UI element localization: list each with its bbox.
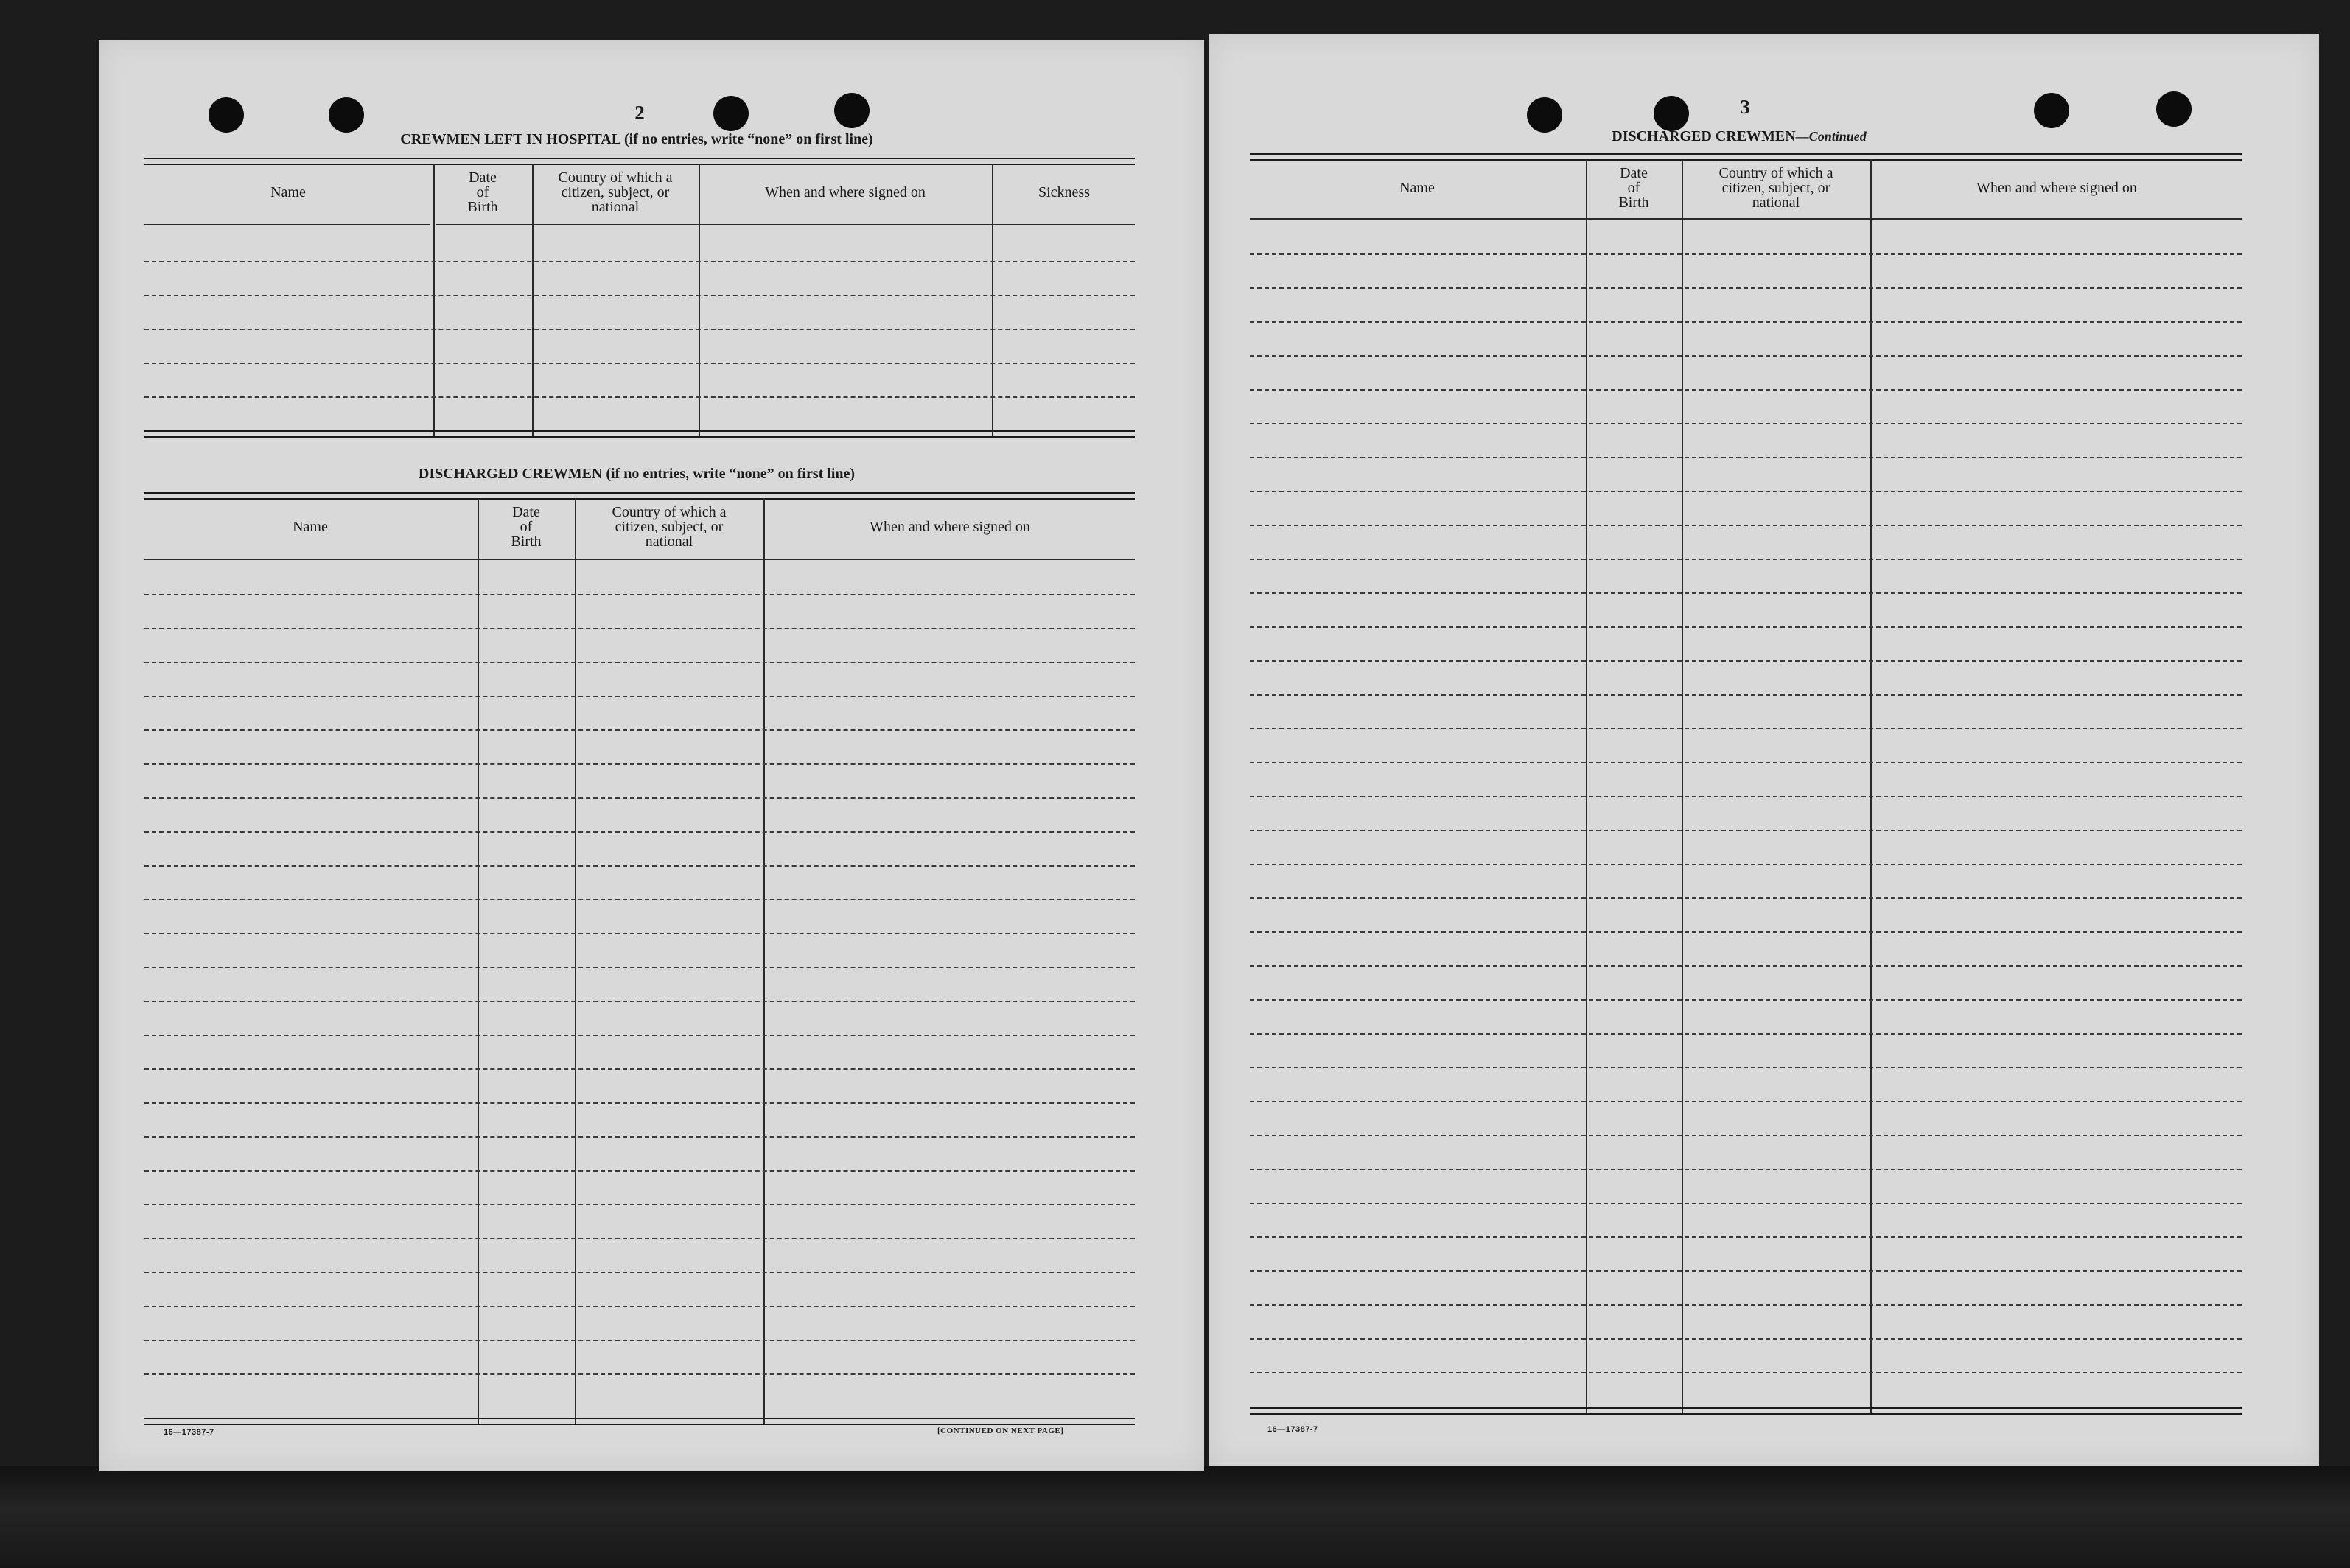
table-row (144, 696, 1135, 697)
table-bottom-rule (144, 430, 1135, 438)
table-row (144, 594, 1135, 595)
table-row (1250, 796, 2242, 797)
table-row (1250, 965, 2242, 967)
table-row (1250, 1101, 2242, 1102)
punch-hole (1527, 97, 1562, 133)
column-divider (992, 164, 993, 436)
table-row (144, 1035, 1135, 1036)
hospital-section-title (143, 131, 1130, 148)
table-row (1250, 491, 2242, 492)
table-row (144, 933, 1135, 934)
discharged-section-title (143, 466, 1130, 483)
page-number: 2 (634, 102, 645, 124)
table-row (1250, 694, 2242, 696)
table-row (1250, 559, 2242, 560)
table-row (1250, 931, 2242, 933)
table-row (144, 662, 1135, 663)
continued-label: —Continued (1795, 129, 1867, 144)
column-divider (433, 164, 435, 436)
table-row (144, 261, 1135, 262)
punch-hole (329, 97, 364, 133)
column-header-signed-on: When and where signed on (765, 184, 926, 200)
table-row (144, 1272, 1135, 1273)
form-code: 16—17387-7 (164, 1428, 214, 1437)
column-divider (532, 164, 534, 436)
table-row (144, 1068, 1135, 1070)
discharged-table (144, 492, 1135, 1427)
table-row (1250, 999, 2242, 1001)
table-row (1250, 660, 2242, 662)
header-underline (144, 559, 1135, 560)
column-header-date-of-birth: Date of Birth (467, 169, 498, 215)
table-row (1250, 762, 2242, 763)
table-row (144, 396, 1135, 398)
section-heading: DISCHARGED CREWMEN (418, 466, 603, 482)
section-heading: CREWMEN LEFT IN HOSPITAL (400, 131, 621, 147)
column-divider (763, 498, 765, 1424)
table-top-rule (144, 492, 1135, 500)
table-row (1250, 1169, 2242, 1170)
column-divider (1870, 159, 1872, 1413)
punch-hole (2156, 91, 2192, 127)
table-row (144, 363, 1135, 364)
hospital-table (144, 158, 1135, 440)
discharged-continued-title (1245, 128, 2233, 145)
section-heading: DISCHARGED CREWMEN (1612, 128, 1796, 144)
table-row (1250, 897, 2242, 899)
table-row (1250, 592, 2242, 594)
table-row (1250, 864, 2242, 865)
column-divider (1586, 159, 1587, 1413)
punch-hole (209, 97, 244, 133)
table-row (1250, 389, 2242, 391)
page-number: 3 (1740, 96, 1750, 118)
table-bottom-rule (144, 1418, 1135, 1425)
section-note: (if no entries, write “none” on first line) (624, 131, 873, 147)
table-row (1250, 1270, 2242, 1272)
table-row (144, 899, 1135, 900)
column-header-country: Country of which a citizen, subject, or national (558, 169, 673, 215)
table-row (1250, 1304, 2242, 1306)
table-row (144, 329, 1135, 330)
table-row (1250, 728, 2242, 729)
discharged-continued-table (1250, 153, 2242, 1416)
form-code: 16—17387-7 (1267, 1425, 1318, 1434)
column-header-sickness: Sickness (1038, 184, 1090, 200)
table-row (1250, 626, 2242, 628)
table-row (1250, 830, 2242, 831)
table-row (144, 763, 1135, 765)
table-row (144, 1306, 1135, 1307)
table-row (144, 1373, 1135, 1375)
table-row (144, 1170, 1135, 1172)
column-header-signed-on: When and where signed on (870, 519, 1030, 535)
table-row (144, 1238, 1135, 1239)
scan-background (0, 1466, 2350, 1568)
table-row (144, 865, 1135, 867)
column-divider (1682, 159, 1683, 1413)
section-note: (if no entries, write “none” on first line) (606, 466, 856, 482)
table-row (1250, 1338, 2242, 1340)
table-row (144, 1001, 1135, 1002)
table-row (144, 1340, 1135, 1341)
table-row (144, 797, 1135, 799)
header-underline (1250, 218, 2242, 220)
table-row (144, 967, 1135, 968)
table-row (1250, 423, 2242, 424)
column-divider (699, 164, 700, 436)
column-divider (575, 498, 576, 1424)
table-row (1250, 253, 2242, 255)
table-row (144, 1102, 1135, 1104)
table-row (144, 295, 1135, 296)
punch-hole (1654, 96, 1689, 131)
form-page-right (1209, 34, 2319, 1466)
table-row (1250, 1372, 2242, 1373)
punch-hole (713, 96, 749, 131)
column-header-name: Name (1399, 180, 1435, 196)
column-header-date-of-birth: Date of Birth (511, 504, 542, 550)
punch-hole (2034, 93, 2069, 128)
column-divider (478, 498, 479, 1424)
table-top-rule (1250, 153, 2242, 161)
table-row (144, 628, 1135, 629)
table-row (1250, 1203, 2242, 1204)
table-row (1250, 457, 2242, 458)
column-header-name: Name (293, 519, 328, 535)
column-header-country: Country of which a citizen, subject, or national (1718, 165, 1833, 211)
column-header-signed-on: When and where signed on (1976, 180, 2137, 196)
table-row (1250, 355, 2242, 357)
header-underline (144, 224, 430, 225)
punch-hole (834, 93, 870, 128)
table-row (1250, 1236, 2242, 1238)
table-row (1250, 525, 2242, 526)
table-row (1250, 1067, 2242, 1068)
column-header-date-of-birth: Date of Birth (1618, 165, 1649, 211)
table-row (144, 831, 1135, 833)
table-row (1250, 1135, 2242, 1136)
column-header-name: Name (270, 184, 306, 200)
table-bottom-rule (1250, 1407, 2242, 1415)
table-row (144, 1204, 1135, 1205)
column-header-country: Country of which a citizen, subject, or national (612, 504, 727, 550)
table-row (144, 1136, 1135, 1138)
table-row (1250, 287, 2242, 289)
table-row (1250, 321, 2242, 323)
continued-note: [CONTINUED ON NEXT PAGE] (937, 1427, 1064, 1435)
table-row (1250, 1033, 2242, 1035)
table-row (144, 729, 1135, 731)
table-top-rule (144, 158, 1135, 165)
form-page-left (99, 40, 1204, 1471)
header-underline (436, 224, 1135, 225)
